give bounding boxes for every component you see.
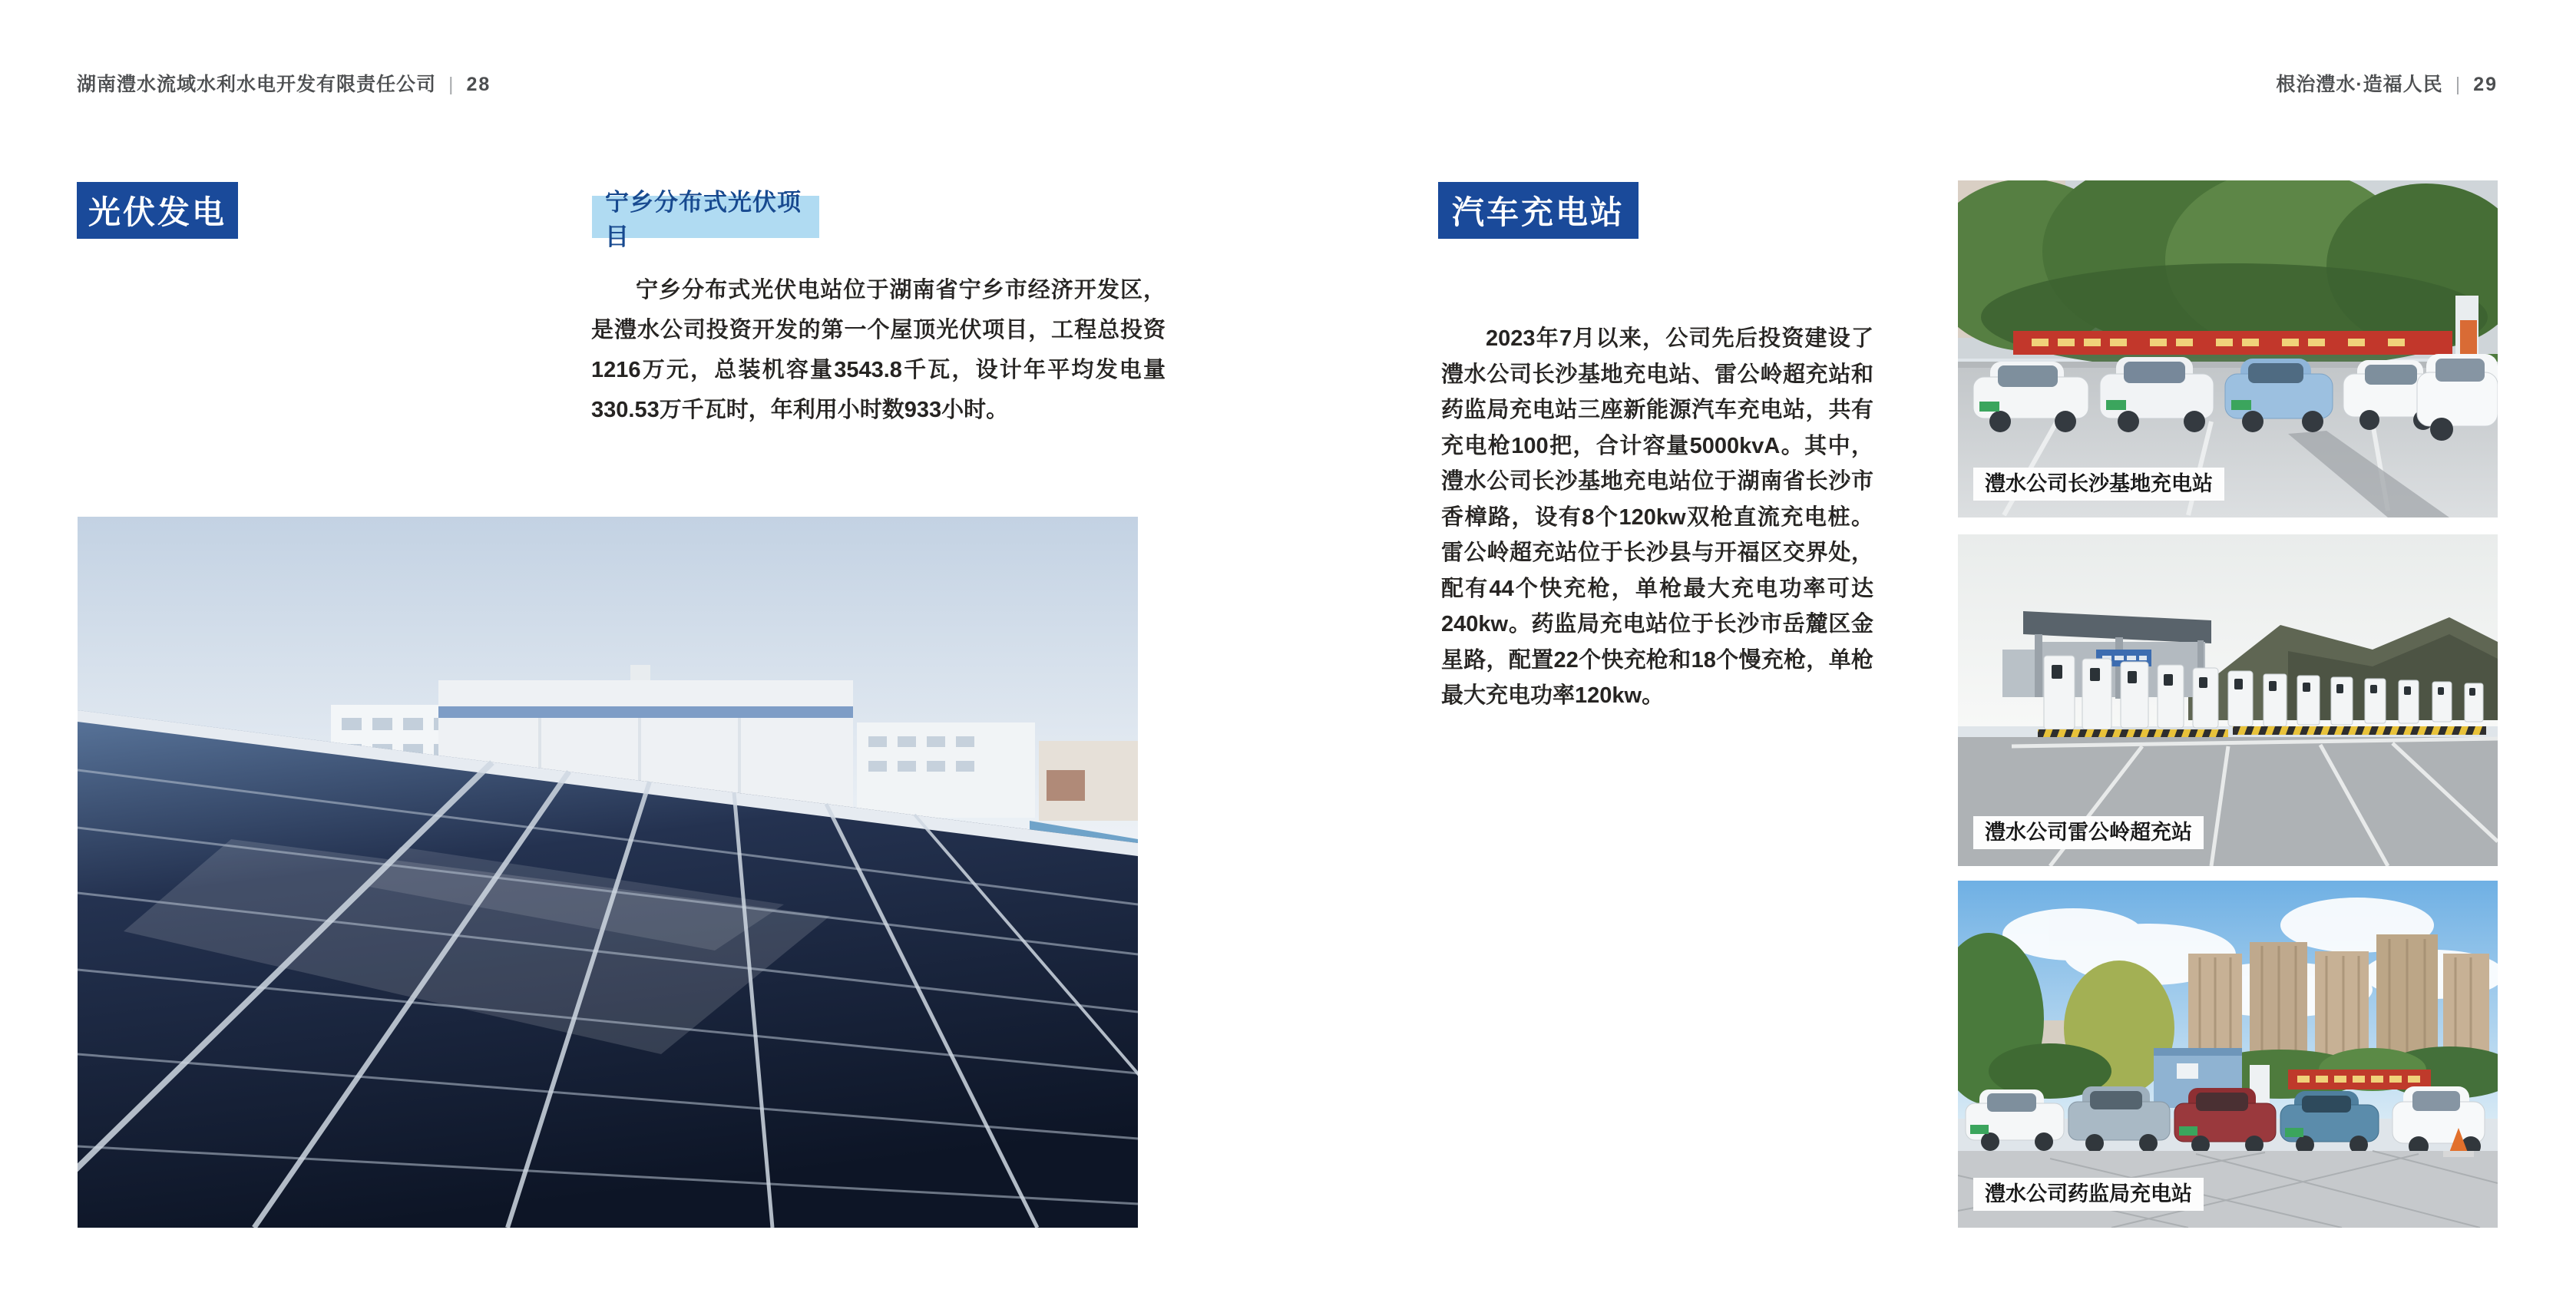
photo-leigongling-station [1958,534,2498,866]
photo-rooftop-solar-panels [78,517,1138,1228]
photo-changsha-base-station [1958,180,2498,517]
right-page-header [2276,69,2498,97]
header-separator: | [2455,74,2462,95]
section-title-pv [77,182,238,239]
company-name: 湖南澧水流域水利水电开发有限责任公司 [77,74,437,95]
left-page-header [77,69,491,97]
pv-body-paragraph: 宁乡分布式光伏电站位于湖南省宁乡市经济开发区，是澧水公司投资开发的第一个屋顶光伏项目，工程总投资1216万元，总装机容量3543.8千瓦，设计年平均发电量330.53万千瓦时，年利用小时数933小时。 [591,278,1166,422]
red-banner [2288,1070,2431,1089]
parked-cars [1966,1086,2485,1156]
yaojianju-illustration [1958,881,2498,1228]
section-title-ev [1438,182,1639,239]
project-subtitle-pv-label: 宁乡分布式光伏项目 [605,188,802,250]
slogan: 根治澧水·造福人民 [2276,74,2443,95]
section-title-ev-label: 汽车充电站 [1451,194,1625,230]
photo-caption: 澧水公司药监局充电站 [1973,1178,2204,1211]
photo-caption: 澧水公司长沙基地充电站 [1973,468,2224,501]
red-banner [2013,331,2452,355]
photo-yaojianju-station [1958,881,2498,1228]
solar-photo-illustration [78,517,1138,1228]
photo-caption: 澧水公司雷公岭超充站 [1973,816,2204,849]
ev-body-paragraph: 2023年7月以来，公司先后投资建设了澧水公司长沙基地充电站、雷公岭超充站和药监局充电站三座新能源汽车充电站，共有充电枪100把，合计容量5000kvA。其中，澧水公司长沙基地充电站位于湖南省长沙市香樟路，设有8个120kw双枪直流充电桩。雷公岭超充站位于长沙县与开福区交界处，配有44个快充枪，单枪最大充电功率可达240kw。药监局充电站位于长沙市岳麓区金星路，配置22个快充枪和18个慢充枪，单枪最大充电功率120kw。 [1441,326,1873,708]
header-separator: | [448,74,455,95]
project-subtitle-pv [592,188,819,250]
section-title-pv-label: 光伏发电 [88,194,227,230]
right-page-number: 29 [2473,74,2498,95]
left-page-number: 28 [466,74,491,95]
